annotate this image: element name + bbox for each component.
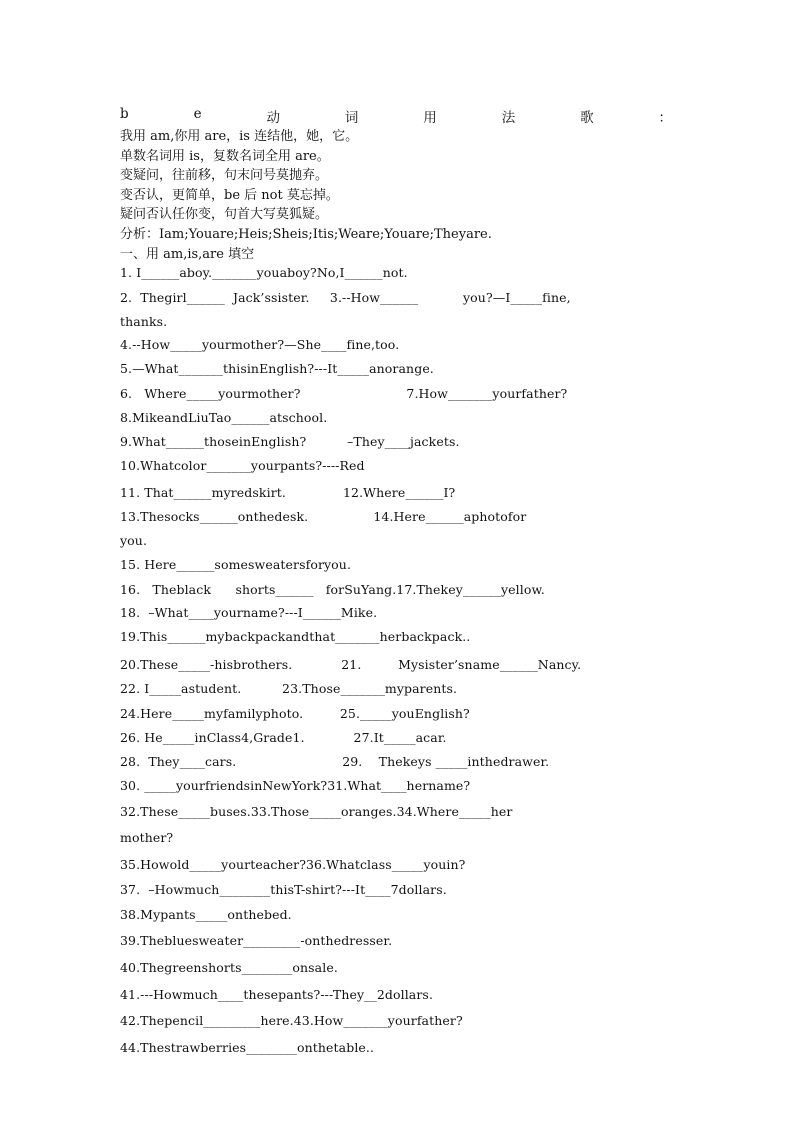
question-line: 16. Theblack shorts______ forSuYang.17.Thekey______yellow. xyxy=(120,582,545,597)
intro-line: 疑问否认任你变，句首大写莫狐疑。 xyxy=(120,207,329,223)
question-line: 19.This______mybackpackandthat_______herbackpack.. xyxy=(120,629,471,644)
question-line: you. xyxy=(120,533,148,548)
title-char: ： xyxy=(658,110,672,126)
title-char: 用 xyxy=(423,110,437,126)
question-line: 44.Thestrawberries________onthetable.. xyxy=(120,1040,375,1055)
title-char: b xyxy=(120,106,129,122)
question-line: 9.What______thoseinEnglish? –They____jackets. xyxy=(120,434,460,449)
question-line: 35.Howold_____yourteacher?36.Whatclass_____youin? xyxy=(120,857,466,872)
question-line: 26. He_____inClass4,Grade1. 27.It_____acar. xyxy=(120,730,447,745)
question-line: 18. –What____yourname?---I______Mike. xyxy=(120,605,378,620)
intro-line: 变疑问，往前移，句末问号莫抛弃。 xyxy=(120,168,329,184)
title-char: 动 xyxy=(266,110,280,126)
question-line: 30. _____yourfriendsinNewYork?31.What____hername? xyxy=(120,778,471,793)
question-line: 13.Thesocks______onthedesk. 14.Here______aphotofor xyxy=(120,509,527,524)
section-heading: 一、用 am,is,are 填空 xyxy=(120,246,255,262)
question-line: 40.Thegreenshorts________onsale. xyxy=(120,960,338,975)
intro-line: 我用 am,你用 are，is 连结他，她，它。 xyxy=(120,129,359,144)
question-line: 20.These_____-hisbrothers. 21. Mysister’sname______Nancy. xyxy=(120,657,582,672)
question-line: 15. Here______somesweatersforyou. xyxy=(120,557,352,572)
question-line: 6. Where_____yourmother? 7.How_______yourfather? xyxy=(120,386,568,401)
title-char: 歌 xyxy=(580,110,594,126)
analysis-line: 分析：Iam;Youare;Heis;Sheis;Itis;Weare;Youare;Theyare. xyxy=(120,226,492,242)
question-line: 4.--How_____yourmother?—She____fine,too. xyxy=(120,337,400,352)
question-line: 22. I_____astudent. 23.Those_______myparents. xyxy=(120,681,458,696)
question-line: 39.Thebluesweater_________-onthedresser. xyxy=(120,933,393,948)
question-line: 1. I______aboy._______youaboy?No,I______not. xyxy=(120,265,408,280)
title-char: 法 xyxy=(501,110,516,126)
question-line: 24.Here_____myfamilyphoto. 25._____youEnglish? xyxy=(120,706,470,721)
intro-line: 单数名词用 is，复数名词全用 are。 xyxy=(120,148,330,164)
question-line: 42.Thepencil_________here.43.How_______yourfather? xyxy=(120,1013,463,1028)
question-line: 11. That______myredskirt. 12.Where______I? xyxy=(120,485,456,500)
page-title xyxy=(120,106,672,126)
rhyme-intro xyxy=(120,127,492,264)
question-line: 8.MikeandLiuTao______atschool. xyxy=(120,410,328,425)
title-char: 词 xyxy=(344,110,359,126)
question-line: 2. Thegirl______ Jack’ssister. 3.--How______ you?—I_____fine, xyxy=(120,290,571,305)
question-line: thanks. xyxy=(120,314,168,329)
question-line: 41.---Howmuch____thesepants?---They__2dollars. xyxy=(120,987,434,1002)
question-line: mother? xyxy=(120,830,174,845)
question-line: 28. They____cars. 29. Thekeys _____inthedrawer. xyxy=(120,754,550,769)
question-line: 37. –Howmuch________thisT-shirt?---It____7dollars. xyxy=(120,882,447,897)
question-line: 32.These_____buses.33.Those_____oranges.34.Where_____her xyxy=(120,804,513,819)
question-line: 5.—What_______thisinEnglish?---It_____anorange. xyxy=(120,361,434,376)
intro-line: 变否认，更简单，be 后 not 莫忘掉。 xyxy=(120,187,339,203)
title-char: e xyxy=(193,106,202,122)
question-line: 38.Mypants_____onthebed. xyxy=(120,907,292,922)
question-line: 10.Whatcolor_______yourpants?----Red xyxy=(120,458,365,473)
